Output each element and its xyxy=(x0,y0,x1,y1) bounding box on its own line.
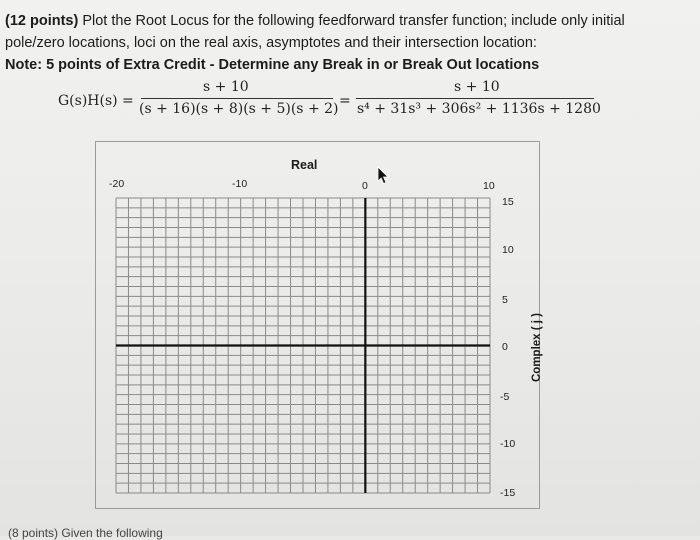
real-axis-title: Real xyxy=(291,158,318,172)
real-tick-label: 0 xyxy=(362,180,368,192)
tf-numerator-factored: s + 10 xyxy=(203,79,249,95)
imag-tick-label: 10 xyxy=(502,244,514,256)
tf-equals: = xyxy=(339,93,351,109)
tf-denominator-factored: (s + 16)(s + 8)(s + 5)(s + 2) xyxy=(139,101,339,117)
question-line-2: pole/zero locations, loci on the real axis, asymptotes and their intersection location: xyxy=(5,35,537,51)
imag-tick-label: -10 xyxy=(500,438,516,450)
question-text-1: Plot the Root Locus for the following feedforward transfer function; include only initial xyxy=(78,13,625,29)
real-tick-label: 10 xyxy=(483,180,495,192)
tf-numerator-expanded: s + 10 xyxy=(454,79,500,95)
question-points: (12 points) xyxy=(5,13,79,29)
mouse-cursor-icon xyxy=(376,166,390,184)
real-tick-label: -10 xyxy=(232,178,248,190)
imag-tick-label: -15 xyxy=(500,487,516,499)
imag-tick-label: 5 xyxy=(502,294,508,306)
imag-tick-label: 15 xyxy=(502,196,514,208)
imag-axis-title: Complex ( j ) xyxy=(531,312,543,382)
tf-lhs: G(s)H(s) = xyxy=(58,93,134,109)
real-tick-label: -20 xyxy=(109,178,125,190)
extra-credit-note: Note: 5 points of Extra Credit - Determine any Break in or Break Out locations xyxy=(5,57,540,73)
tf-denominator-expanded: s⁴ + 31s³ + 306s² + 1136s + 1280 xyxy=(357,101,601,117)
imag-tick-label: -5 xyxy=(500,391,510,403)
next-question-text: (8 points) Given the following xyxy=(8,526,163,540)
imag-tick-label: 0 xyxy=(502,341,508,353)
